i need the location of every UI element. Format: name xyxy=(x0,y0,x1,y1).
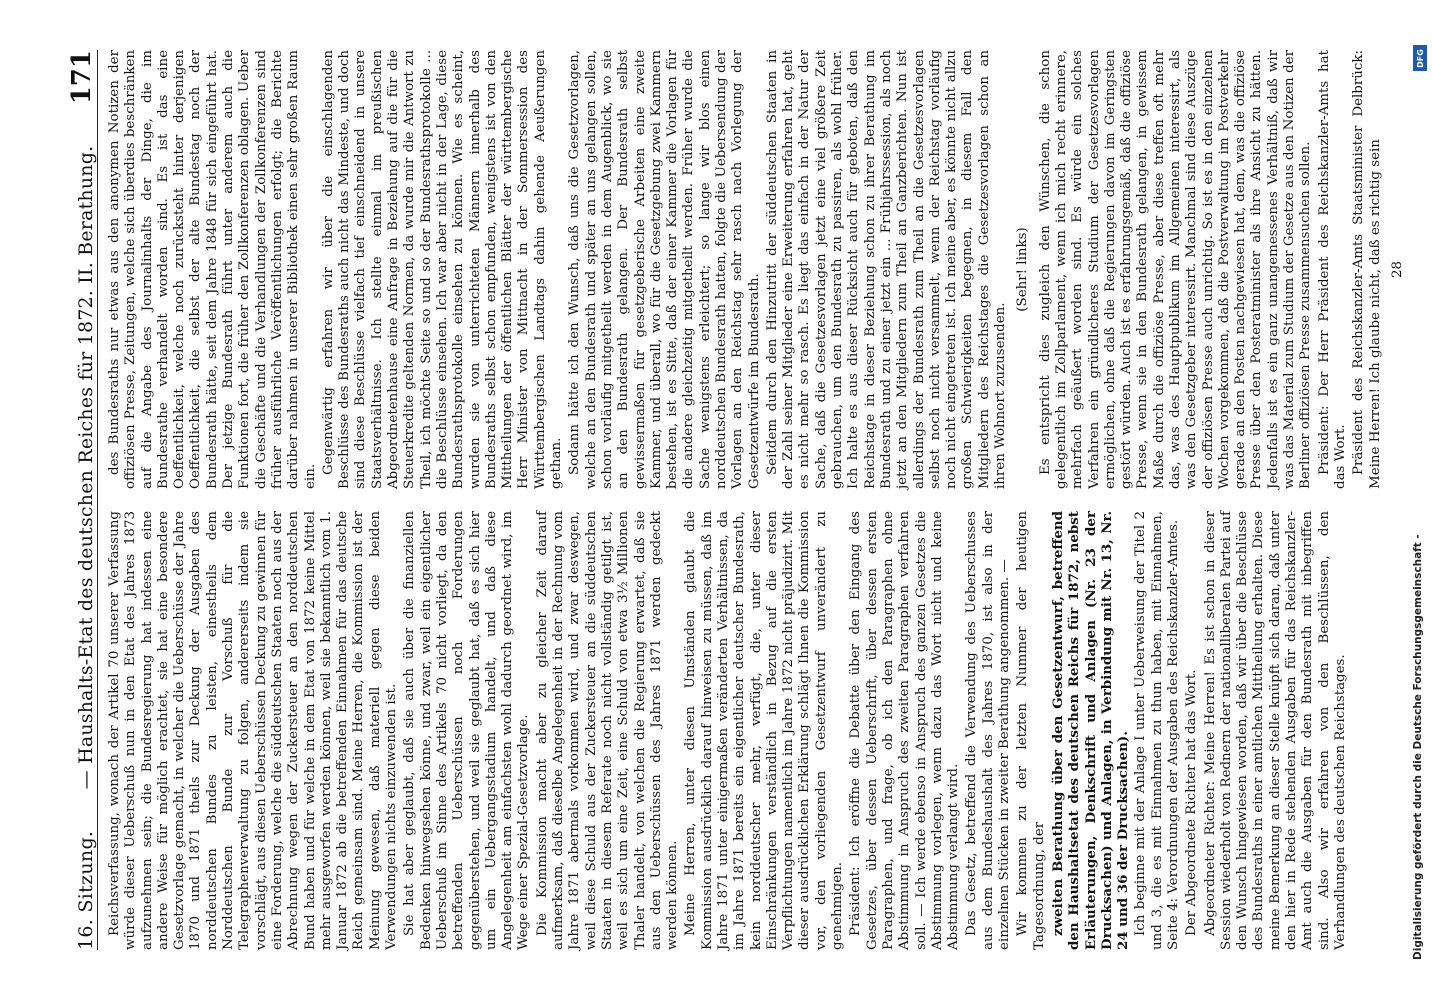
paragraph: Gegenwärtig erfahren wir über die einschlagenden Beschlüsse des Bundesraths auch nicht das Mindeste, und doch sind diese Beschlüsse vielfach tief einschneidend in unsere Staatsverhältnisse. Ich stellte einmal im preußischen Abgeordnetenhause eine Anfrage in Beziehung auf die für die Steuerkredite geltenden Normen, da wurde mir die Antwort zu Theil, ich möchte Seite so und so der Bundesrathsprotokolle ... die Beschlüsse einsehen. Ich war aber nicht in der Lage, diese Bundesrathsprotokolle einsehen zu können. Wie es scheint, wurden sie von unterrichteten Männern innerhalb des Bundesraths selbst schon empfunden, wenigstens ist von den Mittheilungen der öffentlichen Blätter der württembergische Herr Minister von Mittnacht in der Sommersession des Württembergischen Landtags dahin gehende Aeußerungen gethan. xyxy=(320,50,565,489)
paragraph: Das Gesetz, betreffend die Verwendung des Ueberschusses aus dem Bundeshaushalt des Jahres 1870, ist also in der einzelnen Stücken in zweiter Berathung angenommen. — xyxy=(964,511,1013,950)
text-columns xyxy=(107,50,1405,950)
dfg-logo-text: DFG xyxy=(1415,48,1425,68)
left-column xyxy=(107,511,1385,950)
paragraph: Präsident des Reichskanzler-Amts Staatsminister Delbrück: Meine Herren! Ich glaube nicht, daß es richtig sein xyxy=(1351,50,1383,489)
interjection: (Sehr! links) xyxy=(1015,227,1031,312)
paragraph: Präsident: Ich eröffne die Debatte über den Eingang des Gesetzes, über dessen Ueberschrift, über dessen ersten Paragraphen, und frage, ob ich den Paragraphen ohne Abstimmung in Anspruch des zweiten Paragraphen verfahren soll. — Ich werde ebenso in Anspruch des ganzen Gesetzes die Abstimmung vorlegen, wenn dazu das Wort nicht und keine Abstimmung verlangt wird. xyxy=(848,511,962,950)
running-title: — Haushalts-Etat des deutschen Reiches für 1872. II. Berathung. xyxy=(75,145,97,790)
agenda-item: zweiten Berathung über den Gesetzentwurf, betreffend den Haushaltsetat des deutschen Reichs für 1872, nebst Erläuterungen, Denkschrift und Anlagen (Nr. 23 der Drucksachen) und Anlagen, in Verbindung mit Nr. 13, Nr. 24 und 36 der Drucksachen). xyxy=(1049,511,1132,950)
paragraph: Abgeordneter Richter: Meine Herren! Es ist schon in dieser Session wiederholt von Rednern der nationalliberalen Partei auf den Wunsch hingewiesen worden, daß wir über die Beschlüsse des Bundesraths in einer amtlichen Mittheilung erhalten. Diese meine Bemerkung an dieser Stelle knüpft sich daran, daß unter den hier in Rede stehenden Ausgaben für das Reichskanzler-Amt auch die Ausgaben für den Bundesrath mit inbegriffen sind. Also wir erfahren von den Beschlüssen, den Verhandlungen des deutschen Reichstages. xyxy=(1202,511,1348,950)
scanned-page xyxy=(55,40,1405,960)
page-number: 171 xyxy=(67,50,97,105)
session-label: 16. Sitzung. xyxy=(75,830,97,950)
paragraph: Wir kommen zu der letzten Nummer der heutigen Tagesordnung, der xyxy=(1015,511,1047,950)
running-head xyxy=(67,50,98,950)
signature-mark: 28 xyxy=(1389,260,1405,279)
digitization-note xyxy=(1412,40,1426,960)
paragraph: des Bundesraths nur etwas aus den anonymen Notizen der offiziösen Presse, Zeitungen, welche sich überdies beschränken auf die Angabe des Journalinhalts der Dinge, die im Bundesrathe verhandelt worden sind. Es ist das eine Oeffentlichkeit, welche noch zurücksteht hinter derjenigen Oeffentlichkeit, die selbst der alte Bundestag noch der Bundesrath hätte, seit dem Jahre 1848 für sich eingeführt hat. Der jetzige Bundesrath führt unter anderem auch die Funktionen fort, die früher den Zollkonferenzen oblagen. Ueber die Geschäfte und die Verhandlungen der Zollkonferenzen sind früher ausführliche Veröffentlichungen erfolgt; die Berichte darüber nahmen in unserer Bibliothek einen sehr großen Raum ein. xyxy=(107,50,318,489)
paragraph: Der Abgeordnete Richter hat das Wort. xyxy=(1184,669,1200,936)
paragraph: Reichsverfassung, wonach der Artikel 70 unserer Verfassung würde dieser Ueberschuß nun in den Etat des Jahres 1873 aufzunehmen sein; die Bundesregierung hat indessen eine andere Weise für möglich erachtet, sie hat eine besondere Gesetzvorlage gemacht, in welcher die Ueberschüsse der Jahre 1870 und 1871 theils zur Deckung der Ausgaben des norddeutschen Bundes zu leisten, einestheils dem Norddeutschen Bunde zur Vorschuß für die Telegraphenverwaltung zu folgen, andererseits indem sie vorschlägt, aus diesen Ueberschüssen Deckung zu gewinnen für eine Forderung, welche die süddeutschen Staaten noch aus der Abrechnung wegen der Zuckersteuer an den norddeutschen Bund haben und für welche in dem Etat von 1872 keine Mittel mehr ausgeworfen werden können, weil sie bekanntlich vom 1. Januar 1872 ab die betreffenden Einnahmen für das deutsche Reich gemeinsam sind. Meine Herren, die Kommission ist der Meinung gewesen, daß materiell gegen diese beiden Verwendungen nichts einzuwenden ist. xyxy=(107,511,400,950)
paragraph: Die Kommission macht aber zu gleicher Zeit darauf aufmerksam, daß dieselbe Angelegenheit in der Rechnung vom Jahre 1871 abermals vorkommen wird, und zwar deswegen, weil diese Schuld aus der Zuckersteuer an die süddeutschen Staaten in diesem Referate noch nicht vollständig getilgt ist, weil es sich um eine Zeit, eine Schuld von etwa 3½ Millionen Thaler handelt, von welchen die Regierung erwartet, daß sie aus den Ueberschüssen des Jahres 1871 werden gedeckt werden können. xyxy=(534,511,681,950)
paragraph: Sie hat aber geglaubt, daß sie auch über die finanziellen Bedenken hinwegsehen könne, und zwar, weil ein eigentlicher Ueberschuß im Sinne des Artikels 70 nicht vorliegt, da den betreffenden Ueberschüssen noch Forderungen gegenüberstehen, und weil sie geglaubt hat, daß es sich hier um ein Uebergangsstadium handelt, und daß diese Angelegenheit am einfachsten wohl dadurch geordnet wird, im Wege einer Spezial-Gesetzvorlage. xyxy=(402,511,532,950)
digitization-text: Digitalisierung gefördert durch die Deutsche Forschungsgemeinschaft - xyxy=(1412,534,1424,960)
paragraph: Meine Herren, unter diesen Umständen glaubt die Kommission ausdrücklich darauf hinweisen zu müssen, daß im Jahre 1871 unter einigermaßen veränderten Verhältnissen, da im Jahre 1871 bereits ein eigentlicher deutscher Bundesrath, kein norddeutscher mehr, verfügt, die, unter dieser Einschränkungen verständlich in Bezug auf die ersten Verpflichtungen namentlich im Jahre 1872 nicht präjudizirt. Mit dieser ausdrücklichen Erklärung schlägt Ihnen die Kommission vor, den vorliegenden Gesetzentwurf unverändert zu genehmigen. xyxy=(683,511,846,950)
paragraph: Ich beginne mit der Anlage I unter Ueberweisung der Titel 2 und 3, die es mit Einnahmen zu thun haben, mit Einnahmen, Seite 4: Verordnungen der Ausgaben des Reichskanzler-Amtes. xyxy=(1133,511,1181,950)
paragraph: Sodann hätte ich den Wunsch, daß uns die Gesetzvorlagen, welche an den Bundesrath und später an uns gelangen sollen, schon vorläufig mitgetheilt werden in dem Augenblick, wo sie an den Bundesrath gelangen. Der Bundesrath selbst gewissermaßen für gesetzgeberische Arbeiten eine zweite Kammer, und überall, wo für die Gesetzgebung zwei Kammern bestehen, ist es Sitte, daß der einer Kammer die Vorlagen für die andere gleichzeitig mitgetheilt werden. Früher wurde die Sache wenigstens erleichtert; so lange wir blos einen norddeutschen Bundesrath hatten, folgte die Uebersendung der Vorlagen an den Reichstag sehr rasch nach Vorlegung der Gesetzentwürfe im Bundesrath. xyxy=(567,50,762,489)
paragraph: Seitdem durch den Hinzutritt der süddeutschen Staaten in der Zahl seiner Mitglieder eine Erweiterung erfahren hat, geht es nicht mehr so rasch. Es liegt das einfach in der Natur der Sache, daß die Gesetzesvorlagen jetzt eine viel größere Zeit gebrauchen, um den Bundesrath zu passiren, als wohl früher. Ich halte es aus dieser Rücksicht auch für geboten, daß den Reichstage in dieser Beziehung schon zu ihrer Berathung im Bundesrath und zu einer jetzt ein ... Frühjahrssession, als noch jetzt an den Mitgliedern zum Theil an Ganzberichten. Nun ist allerdings der Bundesrath zum Theil an die Gesetzesvorlagen selbst noch nicht versammelt, wenn der Reichstag vorläufig noch nicht eingetreten ist. Ich meine aber, es könnte nicht allzu großen Schwierigkeiten begegnen, in diesem Fall den Mitgliedern des Reichstages die Gesetzesvorlagen schon an ihren Wohnort zuzusenden. xyxy=(764,50,1009,489)
right-column xyxy=(107,50,1405,489)
paragraph: Präsident: Der Herr Präsident des Reichskanzler-Amts hat das Wort. xyxy=(1316,50,1348,489)
dfg-logo xyxy=(1413,45,1427,71)
paragraph: Es entspricht dies zugleich den Wünschen, die schon gelegentlich im Zollparlament, wenn ich mich recht erinnere, mehrfach geäußert worden sind. Es würde ein solches Verfahren ein gründlicheres Studium der Gesetzesvorlagen ermöglichen, ohne daß die Regierungen davon im Geringsten gestört würden. Auch ist es erfahrungsgemäß, daß die offiziöse Presse, wenn sie in den Bundesrath gelangen, in gewissem Maße durch die offiziöse Presse, aber diese treffen oft mehr das, was des Hauptpublikum im Allgemeinen interessirt, als was den Gesetzgeber interessirt. Manchmal sind diese Auszüge der offiziösen Presse auch unrichtig. So ist es in den einzelnen Wochen vorgekommen, daß die Postverwaltung im Postverkehr gerade an den Posten nachgewiesen hat, dem, was die offiziöse Presse über den Posteratminister als ihre Ansicht zu hätten. Jedenfalls ist es ein ganz unangemessenes Verhältniß, daß wir was das Material zum Studium der Gesetze aus den Notizen der Berliner offiziösen Presse zusammensuchen sollen. xyxy=(1037,50,1314,489)
